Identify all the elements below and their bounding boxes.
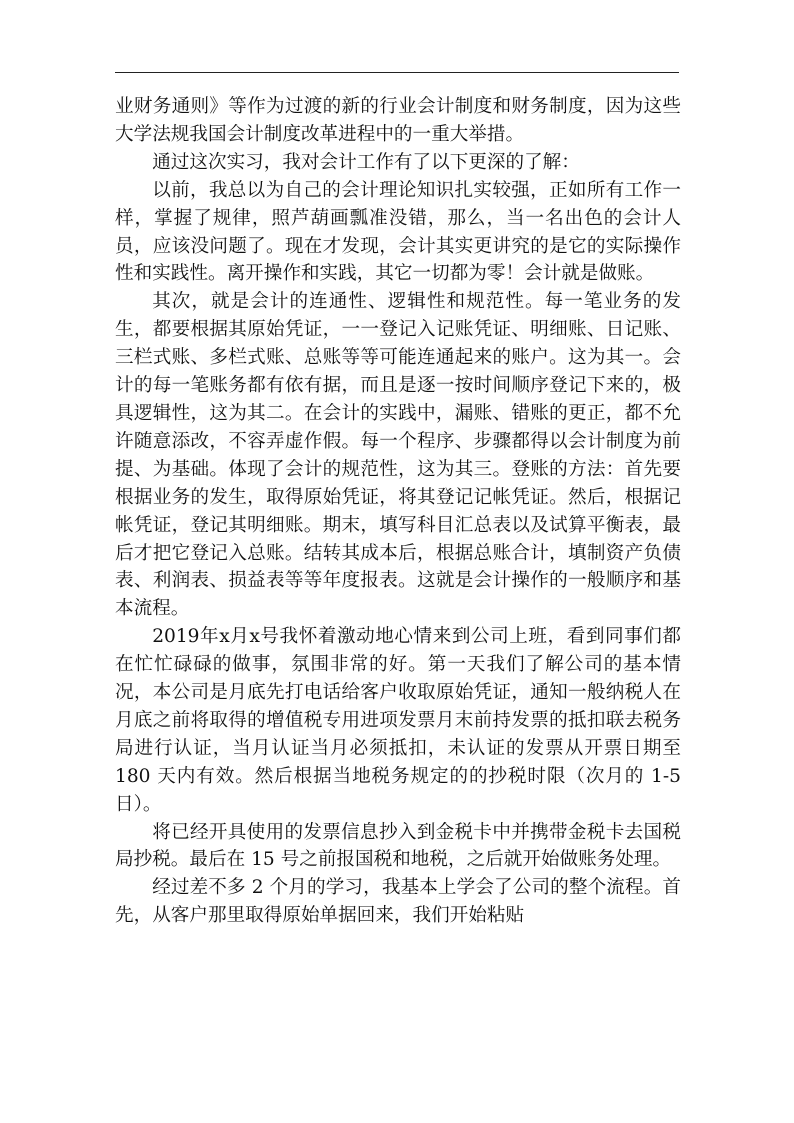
- paragraph-continuation: 业财务通则》等作为过渡的新的行业会计制度和财务制度，因为这些大学法规我国会计制度改革进程中的一重大举措。: [115, 96, 681, 145]
- document-body: [115, 93, 681, 930]
- paragraph-second-point: 其次，就是会计的连通性、逻辑性和规范性。每一笔业务的发生，都要根据其原始凭证，一一登记入记账凭证、明细账、日记账、三栏式账、多栏式账、总账等等可能连通起来的账户。这为其一。会计的每一笔账务都有依有据，而且是逐一按时间顺序登记下来的，极具逻辑性，这为其二。在会计的实践中，漏账、错账的更正，都不允许随意添改，不容弄虚作假。每一个程序、步骤都得以会计制度为前提、为基础。体现了会计的规范性，这为其三。登账的方法：首先要根据业务的发生，取得原始凭证，将其登记记帐凭证。然后，根据记帐凭证，登记其明细账。期末，填写科目汇总表以及试算平衡表，最后才把它登记入总账。结转其成本后，根据总账合计，填制资产负债表、利润表、损益表等等年度报表。这就是会计操作的一般顺序和基本流程。: [115, 291, 681, 620]
- paragraph-learning: 经过差不多 2 个月的学习，我基本上学会了公司的整个流程。首先，从客户那里取得原始单据回来，我们开始粘贴: [115, 877, 681, 927]
- paragraph-first-day: 2019年x月x号我怀着激动地心情来到公司上班，看到同事们都在忙忙碌碌的做事，氛围非常的好。第一天我们了解公司的基本情况，本公司是月底先打电话给客户收取原始凭证，通知一般纳税人在月底之前将取得的增值税专用进项发票月末前持发票的抵扣联去税务局进行认证，当月认证当月必须抵扣，未认证的发票从开票日期至 180 天内有效。然后根据当地税务规定的的抄税时限（次月的 1-5 日）。: [115, 626, 681, 815]
- paragraph-tax-copy: 将已经开具使用的发票信息抄入到金税卡中并携带金税卡去国税局抄税。最后在 15 号之前报国税和地税，之后就开始做账务处理。: [115, 821, 681, 871]
- header-rule: [115, 72, 679, 73]
- paragraph-first-point: 以前，我总以为自己的会计理论知识扎实较强，正如所有工作一样，掌握了规律，照芦葫画瓢准没错，那么，当一名出色的会计人员，应该没问题了。现在才发现，会计其实更讲究的是它的实际操作性和实践性。离开操作和实践，其它一切都为零！会计就是做账。: [115, 179, 681, 285]
- paragraph-intro: 通过这次实习，我对会计工作有了以下更深的了解：: [152, 151, 580, 173]
